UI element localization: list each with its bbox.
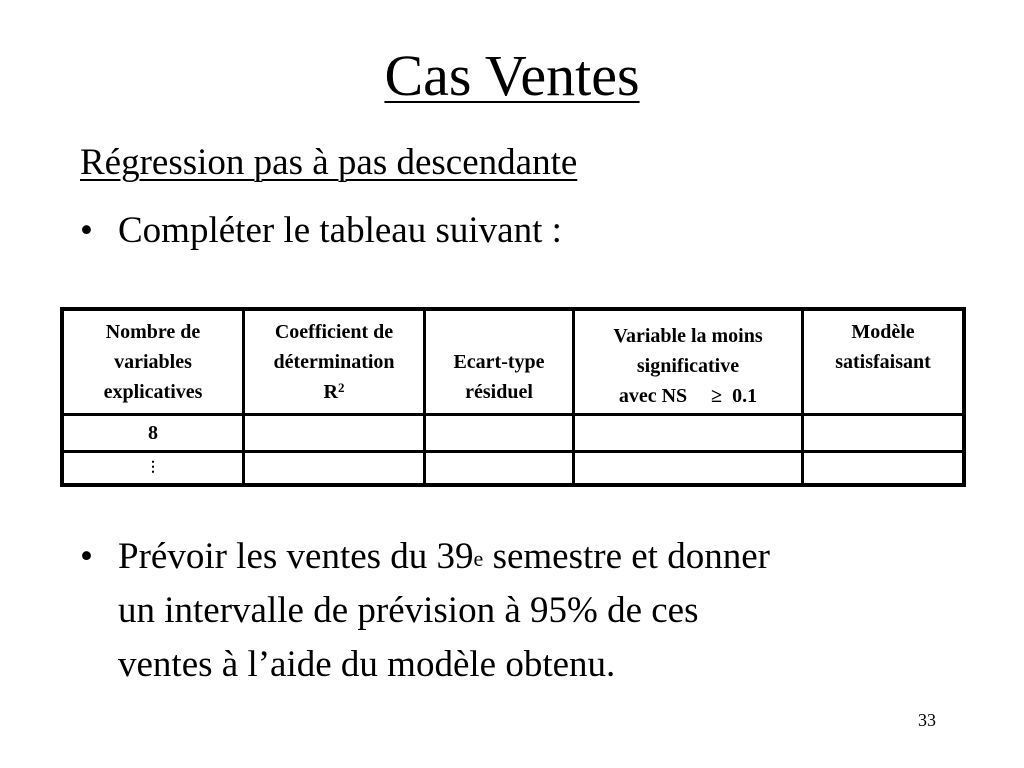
table-cell: 8 bbox=[64, 416, 245, 453]
table-cell bbox=[575, 416, 804, 453]
header-text: 0.1 bbox=[732, 385, 758, 407]
regression-table bbox=[60, 307, 966, 487]
threshold-line bbox=[575, 381, 801, 411]
header-text: Modèle bbox=[851, 321, 915, 343]
bullet-forecast bbox=[80, 530, 980, 700]
header-text: variables bbox=[114, 351, 192, 373]
superscript: 2 bbox=[337, 380, 345, 395]
header-text: détermination bbox=[273, 351, 395, 373]
greater-equal-symbol: ≥ bbox=[711, 385, 723, 407]
bullet-line: ventes à l’aide du modèle obtenu. bbox=[118, 644, 616, 685]
header-text: explicatives bbox=[103, 381, 203, 403]
header-text: résiduel bbox=[465, 381, 533, 403]
header-text: significative bbox=[636, 355, 740, 377]
bullet-line: un intervalle de prévision à 95% de ces bbox=[118, 590, 699, 631]
slide-title bbox=[0, 36, 1024, 116]
table-cell bbox=[245, 416, 426, 453]
bullet-text: Compléter le tableau suivant : bbox=[118, 210, 562, 251]
table-row bbox=[64, 453, 962, 483]
table-cell bbox=[426, 453, 575, 483]
header-text: Nombre de bbox=[105, 321, 201, 343]
bullet-line bbox=[118, 530, 770, 584]
slide-title-text: Cas Ventes bbox=[384, 43, 640, 108]
table-row bbox=[64, 416, 962, 453]
header-text: satisfaisant bbox=[835, 351, 931, 373]
table-header-row bbox=[64, 311, 962, 416]
bullet-icon: • bbox=[80, 536, 93, 577]
header-text: Ecart-type bbox=[453, 351, 545, 373]
header-text: Variable la moins bbox=[613, 325, 763, 347]
table-cell bbox=[804, 453, 962, 483]
bullet-text: Prévoir les ventes du 39 bbox=[118, 536, 474, 577]
header-modele-satisfaisant bbox=[804, 311, 962, 416]
table-cell bbox=[804, 416, 962, 453]
page-number: 33 bbox=[918, 710, 936, 730]
bullet-text-block bbox=[118, 530, 770, 692]
header-coefficient-determination bbox=[245, 311, 426, 416]
superscript: e bbox=[473, 546, 484, 571]
table-cell: ⋮ bbox=[64, 453, 245, 483]
header-text: Coefficient de bbox=[274, 321, 394, 343]
table-cell bbox=[575, 453, 804, 483]
header-text: R bbox=[323, 381, 338, 403]
bullet-icon: • bbox=[80, 210, 93, 251]
header-nombre-variables bbox=[64, 311, 245, 416]
bullet-text: semestre et donner bbox=[483, 536, 770, 577]
header-text: avec NS bbox=[618, 385, 688, 407]
table-cell bbox=[245, 453, 426, 483]
r-squared-label bbox=[245, 377, 423, 407]
header-ecart-type bbox=[426, 311, 575, 416]
header-variable-moins-significative bbox=[575, 311, 804, 416]
bullet-complete-table bbox=[80, 204, 980, 258]
slide-subtitle: Régression pas à pas descendante bbox=[80, 142, 578, 183]
table-cell bbox=[426, 416, 575, 453]
